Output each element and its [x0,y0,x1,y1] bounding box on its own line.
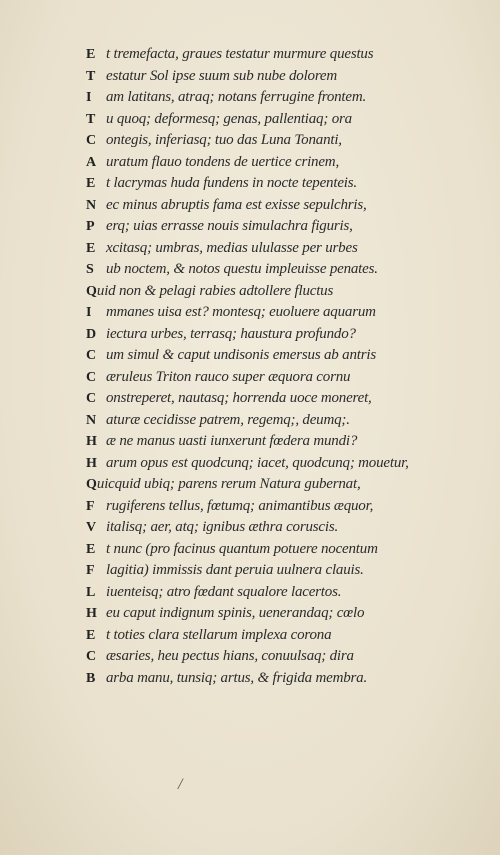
verse-line [86,431,466,453]
verse-line [86,560,466,582]
verse-text: iuenteisq; atro fœdant squalore lacertos. [106,583,342,600]
verse-text: um simul & caput undisonis emersus ab antris [106,347,376,363]
verse-line [86,345,466,367]
verse-line [86,195,466,217]
verse-initial: E [86,627,96,643]
verse-line [86,474,466,496]
verse-line [86,517,466,539]
verse-line [86,130,466,152]
verse-text: italisq; aer, atq; ignibus æthra coruscis. [106,519,339,535]
verse-initial: C [86,391,97,406]
verse-text: uicquid ubiq; parens rerum Natura gubernat, [96,476,361,492]
verse-initial: F [86,498,95,514]
verse-text: eu caput indignum spinis, uenerandaq; cœlo [106,605,365,621]
verse-text: onstreperet, nautasq; horrenda uoce moneret, [106,390,372,406]
verse-line [86,152,466,174]
verse-text: am latitans, atraq; notans ferrugine frontem. [106,89,367,105]
verse-initial: Q [86,283,97,299]
verse-initial: C [86,649,97,664]
verse-line [86,238,466,260]
verse-initial: H [86,434,97,449]
poem-text [86,44,466,689]
verse-text: t tremefacta, graues testatur murmure questus [106,46,374,62]
verse-text: estatur Sol ipse suum sub nube dolorem [106,67,338,84]
verse-line [86,582,466,604]
verse-text: ontegis, inferiasq; tuo das Luna Tonanti, [106,132,342,148]
verse-initial: V [86,520,97,535]
folio-mark: / [178,776,183,793]
verse-initial: C [86,348,97,363]
verse-line [86,109,466,131]
verse-initial: A [86,154,97,170]
verse-initial: B [86,670,96,686]
verse-text: æ ne manus uasti iunxerunt fœdera mundi? [106,433,358,449]
verse-initial: H [86,455,97,471]
verse-initial: F [86,563,95,578]
verse-text: arba manu, tunsiq; artus, & frigida membra. [106,669,367,686]
verse-line [86,453,466,475]
verse-text: æsaries, heu pectus hians, conuulsaq; dira [106,648,354,664]
verse-initial: H [86,606,97,621]
verse-line [86,367,466,389]
verse-text: u quoq; deformesq; genas, pallentiaq; ora [106,110,352,127]
verse-text: uid non & pelagi rabies adtollere fluctus [96,282,334,299]
verse-initial: E [86,176,96,191]
verse-line [86,66,466,88]
verse-line [86,603,466,625]
verse-text: erq; uias errasse nouis simulachra figuris, [106,218,353,234]
verse-initial: E [86,541,96,557]
verse-text: xcitasq; umbras, medias ululasse per urbes [106,239,358,256]
verse-initial: T [86,111,96,127]
verse-line [86,259,466,281]
verse-initial: Q [86,477,97,492]
verse-line [86,302,466,324]
verse-text: aturæ cecidisse patrem, regemq;, deumq;. [106,411,350,428]
verse-text: arum opus est quodcunq; iacet, quodcunq; mouetur, [106,454,409,471]
verse-line [86,410,466,432]
verse-line [86,281,466,303]
verse-text: ub noctem, & notos questu impleuisse penates. [106,261,378,277]
verse-initial: S [86,262,94,277]
verse-initial: E [86,240,96,256]
verse-line [86,668,466,690]
verse-text: iectura urbes, terrasq; haustura profundo? [106,325,356,342]
verse-line [86,646,466,668]
verse-line [86,216,466,238]
verse-text: lagitia) immissis dant peruia uulnera clauis. [106,562,364,578]
verse-initial: I [86,305,92,320]
verse-initial: D [86,326,97,342]
verse-line [86,44,466,66]
verse-text: t lacrymas huda fundens in nocte tepenteis. [106,175,357,191]
verse-line [86,539,466,561]
verse-text: uratum flauo tondens de uertice crinem, [106,153,339,170]
verse-initial: P [86,219,95,234]
verse-line [86,625,466,647]
verse-line [86,496,466,518]
verse-initial: C [86,369,97,385]
verse-text: rugiferens tellus, fœtumq; animantibus æquor, [106,497,374,514]
verse-text: t toties clara stellarum implexa corona [106,626,332,643]
verse-initial: C [86,133,97,148]
verse-initial: N [86,197,97,213]
verse-initial: I [86,90,92,105]
verse-text: ec minus abruptis fama est exisse sepulchris, [106,196,367,213]
verse-text: t nunc (pro facinus quantum potuere nocentum [106,540,378,557]
verse-line [86,388,466,410]
verse-initial: L [86,584,96,600]
verse-text: æruleus Triton rauco super æquora cornu [106,368,351,385]
verse-line [86,173,466,195]
verse-line [86,324,466,346]
verse-text: mmanes uisa est? montesq; euoluere aquarum [106,304,376,320]
verse-initial: E [86,47,96,62]
verse-line [86,87,466,109]
verse-initial: T [86,68,96,84]
verse-initial: N [86,412,97,428]
